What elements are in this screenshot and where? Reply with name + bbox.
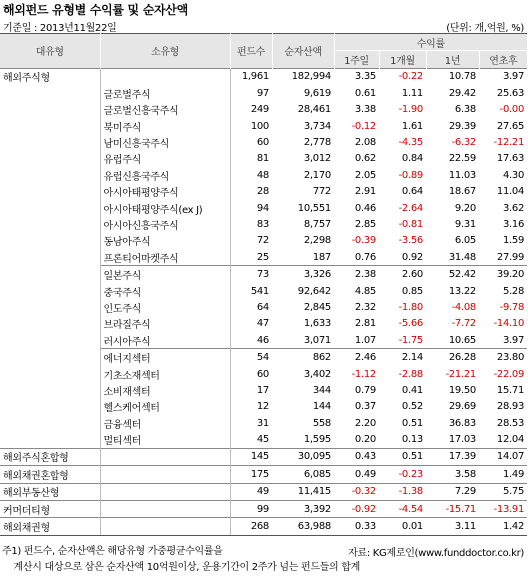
cell-assets: 2,778 (303, 137, 331, 149)
cell-group (0, 316, 100, 332)
cell-ytd: 3.97 (502, 334, 525, 346)
cell-subtype: 금융섹터 (100, 415, 230, 431)
cell-w1: -1.12 (351, 368, 376, 380)
cell-m1: -1.80 (398, 301, 423, 313)
cell-subtype: 프론티어마켓주식 (100, 249, 230, 266)
cell-m1: 2.60 (379, 266, 426, 283)
cell-funds: 97 (256, 87, 269, 99)
cell-w1: 4.85 (354, 285, 376, 297)
cell-subtype: 아시아태평양주식 (100, 184, 230, 200)
cell-m1: 0.84 (401, 153, 423, 165)
cell-subtype: 멀티섹터 (100, 431, 230, 448)
cell-assets: 10,551 (297, 202, 331, 214)
cell-w1: -0.39 (351, 235, 376, 247)
cell-funds: 81 (256, 153, 269, 165)
cell-funds: 175 (230, 466, 272, 483)
cell-funds: 94 (256, 202, 269, 214)
cell-group (0, 184, 100, 200)
cell-group: 해외부동산형 (0, 483, 100, 500)
cell-m1: -0.22 (379, 68, 426, 85)
cell-m1: 1.61 (401, 120, 423, 132)
cell-y1: 6.05 (454, 235, 476, 247)
cell-subtype: 헬스케어섹터 (100, 399, 230, 415)
cell-w1: -0.92 (334, 500, 379, 517)
cell-ytd: 27.99 (496, 251, 525, 263)
cell-y1: 22.59 (448, 153, 476, 165)
table-row (0, 68, 527, 85)
cell-funds: 54 (230, 349, 272, 366)
cell-ytd: 14.07 (479, 448, 527, 465)
cell-funds: 99 (230, 500, 272, 517)
cell-funds: 72 (256, 235, 269, 247)
cell-assets: 862 (272, 349, 334, 366)
header-funds: 펀드수 (230, 34, 272, 69)
source-label: 자료: KG제로인(www.funddoctor.co.kr) (348, 548, 524, 559)
table-row (0, 200, 527, 216)
cell-ytd: -22.09 (493, 368, 525, 380)
cell-funds: 268 (230, 518, 272, 535)
cell-subtype: 러시아주식 (100, 332, 230, 349)
table-row (0, 316, 527, 332)
cell-ytd: 28.93 (496, 401, 525, 413)
cell-assets: 8,757 (303, 218, 331, 230)
cell-subtype: 글로벌신흥국주식 (100, 102, 230, 118)
cell-ytd: -14.10 (493, 318, 525, 330)
cell-funds: 64 (256, 301, 269, 313)
table-row (0, 483, 527, 500)
cell-assets: 2,170 (303, 169, 331, 181)
cell-funds: 83 (256, 218, 269, 230)
table-row (0, 134, 527, 150)
cell-w1: 0.46 (354, 202, 376, 214)
cell-assets: 187 (312, 251, 331, 263)
cell-m1: 0.01 (379, 518, 426, 535)
cell-assets: 558 (312, 417, 331, 429)
cell-group (0, 200, 100, 216)
cell-ytd: -12.21 (493, 137, 525, 149)
cell-m1: 0.41 (401, 384, 423, 396)
cell-y1: 29.69 (448, 401, 476, 413)
cell-funds: 46 (256, 334, 269, 346)
cell-subtype: 기초소재섹터 (100, 366, 230, 382)
table-row (0, 151, 527, 167)
cell-y1: 9.31 (454, 218, 476, 230)
cell-subtype (100, 466, 230, 483)
cell-assets: 63,988 (272, 518, 334, 535)
table-row (0, 518, 527, 535)
cell-group (0, 366, 100, 382)
cell-assets: 2,298 (303, 235, 331, 247)
cell-y1: 36.83 (448, 417, 476, 429)
cell-assets: 9,619 (303, 87, 331, 99)
cell-y1: 29.39 (448, 120, 476, 132)
cell-subtype (100, 518, 230, 535)
cell-funds: 249 (250, 104, 269, 116)
table-row (0, 233, 527, 249)
cell-ytd: 28.53 (496, 417, 525, 429)
cell-m1: 1.11 (401, 87, 423, 99)
cell-assets: 1,595 (303, 434, 331, 446)
header-1y: 1년 (426, 51, 479, 68)
header-group: 대유형 (0, 34, 100, 69)
table-row (0, 118, 527, 134)
cell-assets: 1,633 (303, 318, 331, 330)
cell-m1: 2.14 (379, 349, 426, 366)
cell-ytd: 15.71 (496, 384, 525, 396)
cell-w1: 0.20 (354, 434, 376, 446)
cell-y1: -7.72 (451, 318, 476, 330)
cell-group (0, 332, 100, 349)
cell-subtype: 유럽주식 (100, 151, 230, 167)
cell-group (0, 151, 100, 167)
cell-subtype: 인도주식 (100, 299, 230, 315)
cell-w1: 1.07 (354, 334, 376, 346)
cell-assets: 144 (312, 401, 331, 413)
cell-y1: 6.38 (454, 104, 476, 116)
cell-y1: 13.22 (448, 285, 476, 297)
table-row (0, 299, 527, 315)
cell-ytd: 3.62 (502, 202, 525, 214)
cell-m1: -4.35 (398, 137, 423, 149)
header-ytd: 연초후 (479, 51, 527, 68)
cell-w1: 2.38 (334, 266, 379, 283)
cell-funds: 73 (230, 266, 272, 283)
cell-ytd: 1.49 (479, 466, 527, 483)
cell-funds: 1,961 (230, 68, 272, 85)
table-row (0, 349, 527, 366)
cell-ytd: -0.00 (499, 104, 525, 116)
cell-ytd: -9.78 (499, 301, 525, 313)
cell-y1: 18.67 (448, 186, 476, 198)
cell-subtype: 아시아신흥국주식 (100, 216, 230, 232)
cell-m1: -4.54 (379, 500, 426, 517)
cell-y1: 3.58 (426, 466, 479, 483)
cell-subtype: 일본주식 (100, 266, 230, 283)
cell-m1: 0.51 (401, 417, 423, 429)
cell-assets: 2,845 (303, 301, 331, 313)
cell-y1: 9.20 (454, 202, 476, 214)
cell-group (0, 167, 100, 183)
unit-label: (단위: 개,억원, %) (446, 23, 524, 34)
cell-group (0, 382, 100, 398)
cell-ytd: 27.65 (496, 120, 525, 132)
table-row (0, 500, 527, 517)
cell-group (0, 431, 100, 448)
cell-w1: 0.62 (354, 153, 376, 165)
cell-ytd: 23.80 (479, 349, 527, 366)
cell-w1: -0.32 (334, 483, 379, 500)
cell-group (0, 415, 100, 431)
cell-group (0, 118, 100, 134)
cell-m1: 0.52 (401, 401, 423, 413)
cell-group (0, 349, 100, 366)
header-sub: 소유형 (100, 34, 230, 69)
cell-m1: -2.88 (398, 368, 423, 380)
cell-assets: 28,461 (297, 104, 331, 116)
cell-y1: 7.29 (426, 483, 479, 500)
header-1w: 1주일 (334, 51, 379, 68)
footnote (2, 544, 360, 576)
cell-funds: 25 (256, 251, 269, 263)
cell-y1: 26.28 (426, 349, 479, 366)
cell-group: 해외채권혼합형 (0, 466, 100, 483)
cell-w1: 2.32 (354, 301, 376, 313)
cell-subtype: 동남아주식 (100, 233, 230, 249)
table-row (0, 167, 527, 183)
cell-w1: 2.91 (354, 186, 376, 198)
cell-w1: 0.43 (334, 448, 379, 465)
cell-ytd: 1.42 (479, 518, 527, 535)
header-1m: 1개월 (379, 51, 426, 68)
cell-m1: 0.64 (401, 186, 423, 198)
cell-y1: 11.03 (448, 169, 476, 181)
table-row (0, 184, 527, 200)
cell-y1: 10.78 (426, 68, 479, 85)
table-row (0, 366, 527, 382)
table-row (0, 448, 527, 465)
cell-m1: -5.66 (398, 318, 423, 330)
cell-assets: 772 (312, 186, 331, 198)
cell-subtype: 에너지섹터 (100, 349, 230, 366)
cell-subtype: 브라질주식 (100, 316, 230, 332)
cell-group (0, 134, 100, 150)
cell-y1: 3.11 (426, 518, 479, 535)
table-body (0, 68, 527, 535)
fund-table (0, 33, 527, 536)
cell-m1: -0.89 (398, 169, 423, 181)
cell-group (0, 102, 100, 118)
cell-ytd: 4.30 (502, 169, 525, 181)
cell-assets: 3,392 (272, 500, 334, 517)
cell-subtype: 중국주식 (100, 283, 230, 299)
cell-y1: 17.39 (426, 448, 479, 465)
cell-ytd: 3.16 (502, 218, 525, 230)
cell-y1: 29.42 (448, 87, 476, 99)
cell-subtype: 글로벌주식 (100, 85, 230, 101)
cell-group: 해외주식형 (0, 68, 100, 85)
cell-group: 커머더티형 (0, 500, 100, 517)
cell-funds: 60 (256, 368, 269, 380)
table-row (0, 283, 527, 299)
cell-w1: 2.46 (334, 349, 379, 366)
cell-subtype (100, 448, 230, 465)
cell-w1: 0.37 (354, 401, 376, 413)
cell-y1: -6.32 (451, 137, 476, 149)
cell-assets: 344 (312, 384, 331, 396)
cell-w1: 2.81 (354, 318, 376, 330)
cell-w1: 2.08 (354, 137, 376, 149)
cell-ytd: 17.63 (496, 153, 525, 165)
cell-group (0, 283, 100, 299)
page-title: 해외펀드 유형별 수익률 및 순자산액 (3, 3, 188, 17)
cell-assets: 3,326 (272, 266, 334, 283)
cell-ytd: 5.28 (502, 285, 525, 297)
table-row (0, 332, 527, 349)
cell-m1: -0.23 (379, 466, 426, 483)
cell-y1: 10.65 (448, 334, 476, 346)
cell-w1: 3.35 (334, 68, 379, 85)
table-row (0, 266, 527, 283)
header-assets: 순자산액 (272, 34, 334, 69)
cell-m1: 0.51 (379, 448, 426, 465)
cell-subtype: 아시아태평양주식(ex J) (100, 200, 230, 216)
cell-funds: 31 (256, 417, 269, 429)
cell-w1: 0.33 (334, 518, 379, 535)
cell-y1: -15.71 (426, 500, 479, 517)
cell-m1: -2.64 (398, 202, 423, 214)
cell-ytd: 3.97 (479, 68, 527, 85)
cell-y1: 31.48 (448, 251, 476, 263)
table-row (0, 415, 527, 431)
cell-m1: -1.75 (398, 334, 423, 346)
cell-funds: 17 (256, 384, 269, 396)
cell-subtype: 북미주식 (100, 118, 230, 134)
cell-group (0, 249, 100, 266)
cell-funds: 60 (256, 137, 269, 149)
cell-funds: 12 (256, 401, 269, 413)
cell-subtype: 소비재섹터 (100, 382, 230, 398)
cell-ytd: 39.20 (479, 266, 527, 283)
header-returns: 수익률 (334, 34, 527, 51)
cell-funds: 47 (256, 318, 269, 330)
cell-assets: 30,095 (272, 448, 334, 465)
cell-y1: -4.08 (451, 301, 476, 313)
table-row (0, 216, 527, 232)
cell-w1: 0.61 (354, 87, 376, 99)
cell-funds: 541 (250, 285, 269, 297)
cell-group (0, 266, 100, 283)
cell-assets: 11,415 (272, 483, 334, 500)
cell-y1: -21.21 (445, 368, 476, 380)
table-row (0, 102, 527, 118)
cell-m1: 0.92 (401, 251, 423, 263)
table-row (0, 85, 527, 101)
cell-subtype: 남미신흥국주식 (100, 134, 230, 150)
cell-group (0, 299, 100, 315)
cell-assets: 3,012 (303, 153, 331, 165)
cell-assets: 182,994 (272, 68, 334, 85)
cell-funds: 49 (230, 483, 272, 500)
cell-assets: 92,642 (297, 285, 331, 297)
cell-group: 해외주식혼합형 (0, 448, 100, 465)
cell-assets: 6,085 (272, 466, 334, 483)
cell-m1: 0.13 (401, 434, 423, 446)
cell-funds: 28 (256, 186, 269, 198)
cell-ytd: 25.63 (496, 87, 525, 99)
cell-assets: 3,402 (303, 368, 331, 380)
cell-subtype: 유럽신흥국주식 (100, 167, 230, 183)
table-row (0, 399, 527, 415)
cell-m1: -0.81 (398, 218, 423, 230)
cell-assets: 3,734 (303, 120, 331, 132)
cell-y1: 52.42 (426, 266, 479, 283)
cell-w1: 2.85 (354, 218, 376, 230)
cell-w1: 0.79 (354, 384, 376, 396)
cell-subtype (100, 483, 230, 500)
table-row (0, 431, 527, 448)
cell-subtype (100, 500, 230, 517)
table-row (0, 249, 527, 266)
cell-y1: 17.03 (448, 434, 476, 446)
cell-w1: 0.49 (334, 466, 379, 483)
cell-w1: 2.20 (354, 417, 376, 429)
cell-group (0, 399, 100, 415)
cell-funds: 100 (250, 120, 269, 132)
cell-w1: -0.12 (351, 120, 376, 132)
cell-funds: 145 (230, 448, 272, 465)
cell-m1: -3.56 (398, 235, 423, 247)
cell-y1: 19.50 (448, 384, 476, 396)
cell-m1: -1.38 (379, 483, 426, 500)
cell-group: 해외채권형 (0, 518, 100, 535)
table-row (0, 382, 527, 398)
cell-w1: 3.38 (354, 104, 376, 116)
footnote-line-1: 주1) 펀드수, 순자산액은 해당유형 가중평균수익률을 (2, 546, 223, 557)
cell-ytd: 5.75 (479, 483, 527, 500)
cell-group (0, 85, 100, 101)
cell-funds: 48 (256, 169, 269, 181)
date-label: 기준일 : 2013년11월22일 (3, 23, 117, 34)
cell-m1: -1.90 (398, 104, 423, 116)
footnote-line-2: 계산시 대상으로 삼은 순자산액 10억원이상, 운용기간이 2주가 넘는 펀드들의 합계 (2, 562, 361, 573)
cell-group (0, 233, 100, 249)
cell-ytd: 12.04 (496, 434, 525, 446)
cell-subtype (100, 68, 230, 85)
cell-w1: 0.76 (354, 251, 376, 263)
cell-group (0, 216, 100, 232)
cell-funds: 45 (256, 434, 269, 446)
table-row (0, 466, 527, 483)
cell-assets: 3,071 (303, 334, 331, 346)
cell-ytd: 11.04 (496, 186, 525, 198)
cell-w1: 2.05 (354, 169, 376, 181)
cell-ytd: -13.91 (479, 500, 527, 517)
cell-ytd: 1.59 (502, 235, 525, 247)
cell-m1: 0.85 (401, 285, 423, 297)
